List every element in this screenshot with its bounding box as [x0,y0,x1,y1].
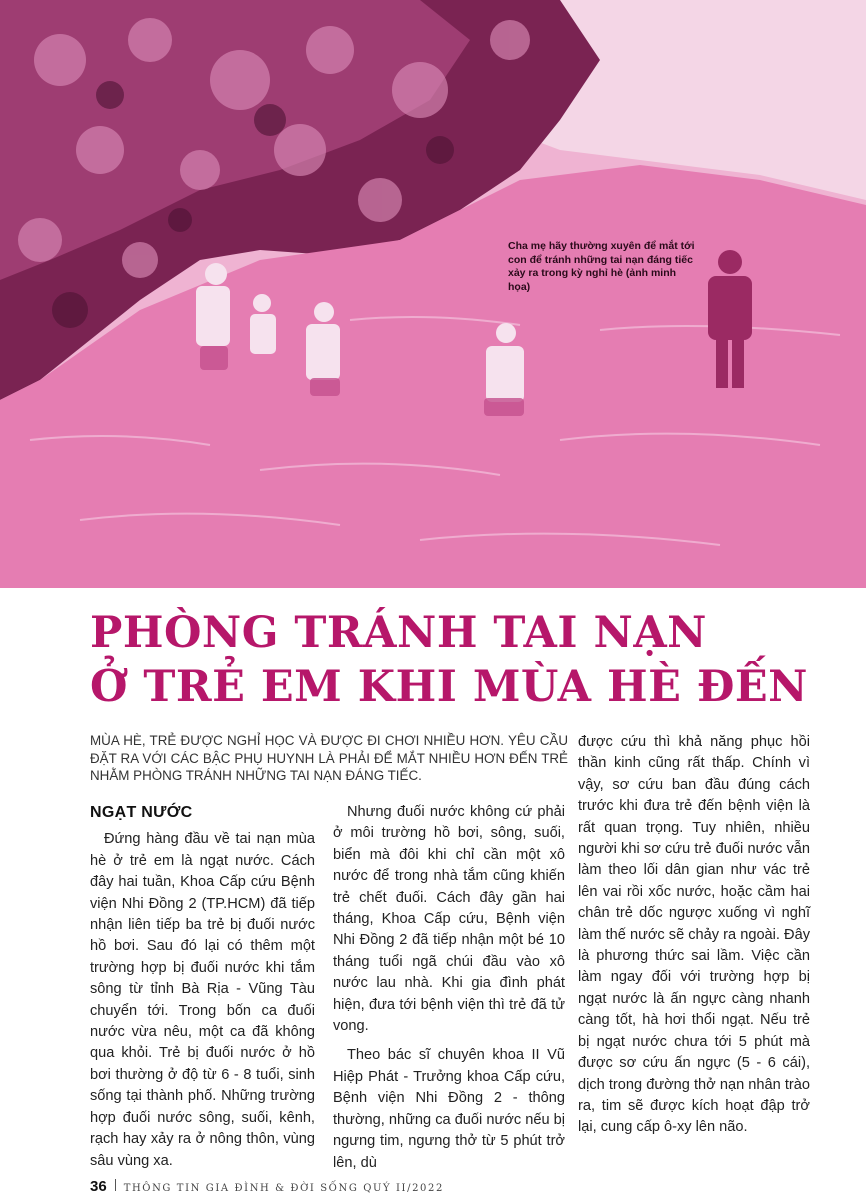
title-line-2: Ở TRẺ EM KHI MÙA HÈ ĐẾN [90,662,808,712]
page-number: 36 [90,1178,107,1195]
column-1 [90,802,315,1180]
paragraph: Đứng hàng đầu về tai nạn mùa hè ở trẻ em là ngạt nước. Cách đây hai tuần, Khoa Cấp cứu Bệnh viện Nhi Đồng 2 (TP.HCM) đã tiếp nhận liên tiếp ba trẻ bị đuối nước hồ bơi. Sau đó lại có thêm một trường hợp bị đuối nước khi tắm sông từ tỉnh Bà Rịa - Vũng Tàu chuyển tới. Trong bốn ca đuối nước vừa nêu, một ca đã không qua khỏi. Trẻ bị đuối nước ở hồ bơi thường ở độ từ 6 - 8 tuổi, sinh sống tại thành phố. Những trường hợp đuối nước sông, suối, kênh, rạch hay xảy ra ở nông thôn, vùng sâu vùng xa. [90,831,315,1169]
page-footer [90,1178,444,1195]
column-2 [333,802,565,1182]
hero-photo [0,0,866,588]
footer-divider [115,1179,116,1191]
paragraph: Nhưng đuối nước không cứ phải ở môi trường hồ bơi, sông, suối, biển mà đôi khi chỉ cần một xô nước để trong nhà tắm cũng khiến trẻ chết đuối. Cách đây gần hai tháng, Khoa Cấp cứu, Bệnh viện Nhi Đồng 2 đã tiếp nhận một bé 10 tháng tuổi ngã chúi đầu vào xô nước lau nhà. Khi gia đình phát hiện, đưa tới bệnh viện thì trẻ đã tử vong. [333,804,565,1035]
section-heading: NGẠT NƯỚC [90,804,193,821]
paragraph: được cứu thì khả năng phục hồi thần kinh cũng rất thấp. Chính vì vậy, sơ cứu ban đầu đúng cách trước khi đưa trẻ đến bệnh viện là rất quan trọng. Tuy nhiên, nhiều người khi sơ cứu trẻ đuối nước vẫn làm theo lối dân gian như vác trẻ lên vai rồi xốc nước, hoặc cầm hai chân trẻ dốc ngược xuống vì nghĩ làm thế nước sẽ chảy ra ngoài. Đây là phương thức sai lầm. Việc cần làm ngay đối với trường hợp bị ngạt nước là ấn ngực càng nhanh càng tốt, hà hơi thổi ngạt. Nếu trẻ bị ngạt nước chưa tới 5 phút mà được sơ cứu ấn ngực (5 - 6 cái), dịch trong đường thở nạn nhân trào ra, tim sẽ được kích hoạt đập trở lại, cung cấp ô-xy lên não. [578,734,810,1136]
river-scene-illustration [0,0,866,588]
paragraph: Theo bác sĩ chuyên khoa II Vũ Hiệp Phát - Trưởng khoa Cấp cứu, Bệnh viện Nhi Đồng 2 - thông thường, những ca đuối nước nếu bị ngưng tim, ngưng thở từ 5 phút trở lên, dù [333,1047,565,1171]
article-lead: MÙA HÈ, TRẺ ĐƯỢC NGHỈ HỌC VÀ ĐƯỢC ĐI CHƠI NHIỀU HƠN. YÊU CẦU ĐẶT RA VỚI CÁC BẬC PHỤ HUYNH LÀ PHẢI ĐỂ MẮT NHIỀU HƠN ĐẾN TRẺ NHẰM PHÒNG TRÁNH NHỮNG TAI NẠN ĐÁNG TIẾC. [90,733,568,783]
column-3 [578,732,810,1147]
article-title [90,606,850,714]
title-line-1: PHÒNG TRÁNH TAI NẠN [90,608,707,658]
photo-caption: Cha mẹ hãy thường xuyên để mắt tới con để tránh những tai nạn đáng tiếc xảy ra trong kỳ nghỉ hè (ảnh minh họa) [508,240,695,293]
publication-name: THÔNG TIN GIA ĐÌNH & ĐỜI SỐNG QUÝ II/2022 [123,1183,444,1194]
